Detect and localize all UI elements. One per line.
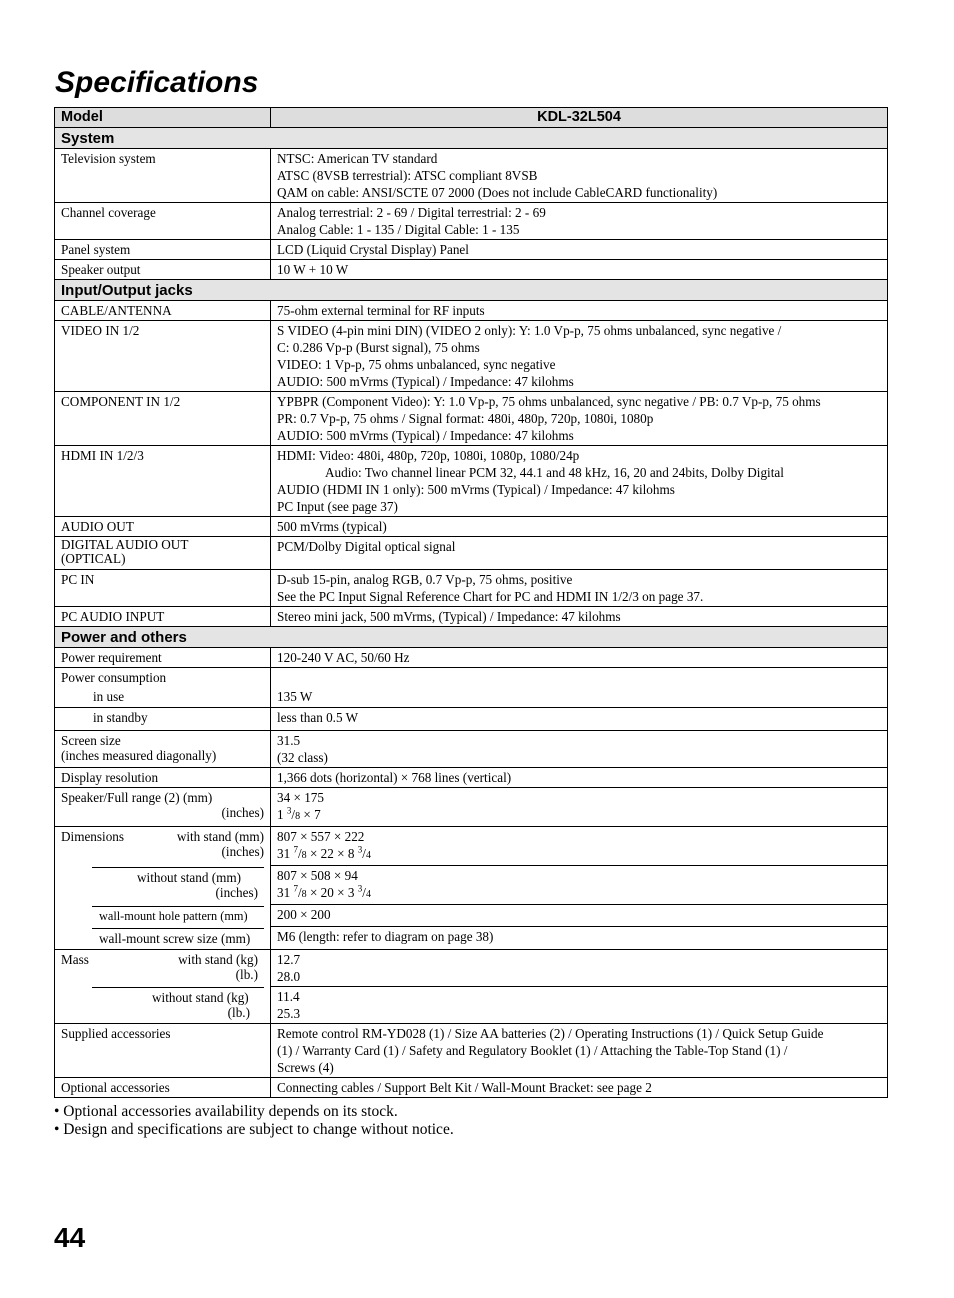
row-value: 500 mVrms (typical)	[271, 517, 888, 537]
row-value: NTSC: American TV standard ATSC (8VSB terrestrial): ATSC compliant 8VSB QAM on cable: ANSI/SCTE 07 2000 (Does not include CableCARD functionality)	[271, 149, 888, 203]
row-value: YPBPR (Component Video): Y: 1.0 Vp-p, 75 ohms unbalanced, sync negative / PB: 0.7 Vp-p, 75 ohms PR: 0.7 Vp-p, 75 ohms / Signal format: 480i, 480p, 720p, 1080i, 1080p AUDIO: 500 mVrms (Typical) / Impedance: 47 kilohms	[271, 392, 888, 446]
row-label: Television system	[55, 149, 271, 203]
row-label: wall-mount hole pattern (mm)	[55, 905, 271, 927]
mass-with-stand-row	[55, 949, 888, 986]
footnote: • Optional accessories availability depends on its stock.	[54, 1103, 398, 1120]
row-value: 135 W	[271, 668, 888, 708]
row-value: 120-240 V AC, 50/60 Hz	[271, 648, 888, 668]
table-row	[55, 149, 888, 203]
row-value: 12.7 28.0	[271, 949, 888, 986]
section-heading: System	[55, 128, 888, 149]
row-value: 807 × 557 × 222 31 $^7$/8 × 22 × 8 $^3$/4	[271, 827, 888, 866]
row-label: AUDIO OUT	[55, 517, 271, 537]
table-row	[55, 260, 888, 280]
row-label: wall-mount screw size (mm)	[55, 927, 271, 950]
row-label: Speaker/Full range (2) (mm) (inches)	[55, 788, 271, 827]
table-row	[55, 788, 888, 827]
table-row	[55, 392, 888, 446]
table-row	[55, 668, 888, 708]
row-label: CABLE/ANTENNA	[55, 301, 271, 321]
row-label: Power consumption in use	[55, 668, 271, 708]
table-row	[55, 768, 888, 788]
row-value: 1,366 dots (horizontal) × 768 lines (vertical)	[271, 768, 888, 788]
table-row	[55, 517, 888, 537]
section-heading: Power and others	[55, 627, 888, 648]
row-label: VIDEO IN 1/2	[55, 321, 271, 392]
page-number: 44	[54, 1222, 86, 1253]
row-label: Mass with stand (kg) (lb.)	[55, 949, 271, 986]
row-label: Speaker output	[55, 260, 271, 280]
page-title: Specifications	[55, 66, 259, 99]
row-label: Power requirement	[55, 648, 271, 668]
row-label: Supplied accessories	[55, 1023, 271, 1077]
wall-hole-row	[55, 905, 888, 927]
section-input-output	[55, 280, 888, 301]
row-value: M6 (length: refer to diagram on page 38)	[271, 927, 888, 950]
table-row	[55, 240, 888, 260]
mass-without-stand-row	[55, 986, 888, 1023]
row-label: DIGITAL AUDIO OUT (OPTICAL)	[55, 537, 271, 570]
row-value: Stereo mini jack, 500 mVrms, (Typical) / Impedance: 47 kilohms	[271, 607, 888, 627]
row-label: COMPONENT IN 1/2	[55, 392, 271, 446]
table-row	[55, 1023, 888, 1077]
row-value: LCD (Liquid Crystal Display) Panel	[271, 240, 888, 260]
wall-screw-row	[55, 927, 888, 950]
section-heading: Input/Output jacks	[55, 280, 888, 301]
section-system	[55, 128, 888, 149]
row-label: Display resolution	[55, 768, 271, 788]
row-value: 11.4 25.3	[271, 986, 888, 1023]
table-row	[55, 301, 888, 321]
table-row	[55, 708, 888, 731]
table-row	[55, 731, 888, 768]
dimensions-with-stand-row	[55, 827, 888, 866]
row-value: 75-ohm external terminal for RF inputs	[271, 301, 888, 321]
row-value: 807 × 508 × 94 31 $^7$/8 × 20 × 3 $^3$/4	[271, 866, 888, 905]
footnotes	[54, 1103, 454, 1139]
row-value: less than 0.5 W	[271, 708, 888, 731]
row-value: PCM/Dolby Digital optical signal	[271, 537, 888, 570]
row-value: Connecting cables / Support Belt Kit / Wall-Mount Bracket: see page 2	[271, 1077, 888, 1097]
row-value: D-sub 15-pin, analog RGB, 0.7 Vp-p, 75 ohms, positive See the PC Input Signal Reference Chart for PC and HDMI IN 1/2/3 on page 37.	[271, 570, 888, 607]
row-label: without stand (mm) (inches)	[55, 866, 271, 905]
table-row	[55, 203, 888, 240]
specifications-table	[54, 107, 888, 1098]
row-label: PC IN	[55, 570, 271, 607]
model-header-row	[55, 108, 888, 128]
row-label: without stand (kg) (lb.)	[55, 986, 271, 1023]
row-label: in standby	[55, 708, 271, 731]
model-value: KDL-32L504	[271, 108, 888, 128]
table-row	[55, 607, 888, 627]
row-value: 31.5 (32 class)	[271, 731, 888, 768]
row-value: Remote control RM-YD028 (1) / Size AA batteries (2) / Operating Instructions (1) / Quick Setup Guide (1) / Warranty Card (1) / Safety and Regulatory Booklet (1) / Attaching the Table-Top Stand (1) / Screws (4)	[271, 1023, 888, 1077]
table-row	[55, 321, 888, 392]
row-label: Dimensions with stand (mm) (inches)	[55, 827, 271, 866]
row-label: Optional accessories	[55, 1077, 271, 1097]
row-value: 200 × 200	[271, 905, 888, 927]
table-row	[55, 537, 888, 570]
row-value: 10 W + 10 W	[271, 260, 888, 280]
table-row	[55, 1077, 888, 1097]
table-row	[55, 446, 888, 517]
table-row	[55, 570, 888, 607]
row-label: Panel system	[55, 240, 271, 260]
dimensions-without-stand-row	[55, 866, 888, 905]
row-value: HDMI: Video: 480i, 480p, 720p, 1080i, 1080p, 1080/24p Audio: Two channel linear PCM 32, 44.1 and 48 kHz, 16, 20 and 24bits, Dolby Digital AUDIO (HDMI IN 1 only): 500 mVrms (Typical) / Impedance: 47 kilohms PC Input (see page 37)	[271, 446, 888, 517]
row-label: Channel coverage	[55, 203, 271, 240]
table-row	[55, 648, 888, 668]
section-power	[55, 627, 888, 648]
row-value: Analog terrestrial: 2 - 69 / Digital terrestrial: 2 - 69 Analog Cable: 1 - 135 / Digital Cable: 1 - 135	[271, 203, 888, 240]
row-label: PC AUDIO INPUT	[55, 607, 271, 627]
row-label: Screen size (inches measured diagonally)	[55, 731, 271, 768]
row-label: HDMI IN 1/2/3	[55, 446, 271, 517]
row-value: S VIDEO (4-pin mini DIN) (VIDEO 2 only): Y: 1.0 Vp-p, 75 ohms unbalanced, sync negative / C: 0.286 Vp-p (Burst signal), 75 ohms VIDEO: 1 Vp-p, 75 ohms unbalanced, sync negative AUDIO: 500 mVrms (Typical) / Impedance: 47 kilohms	[271, 321, 888, 392]
model-label: Model	[55, 108, 271, 128]
row-value: 34 × 175 1 $^3$/8 × 7	[271, 788, 888, 827]
footnote: • Design and specifications are subject to change without notice.	[54, 1121, 454, 1138]
